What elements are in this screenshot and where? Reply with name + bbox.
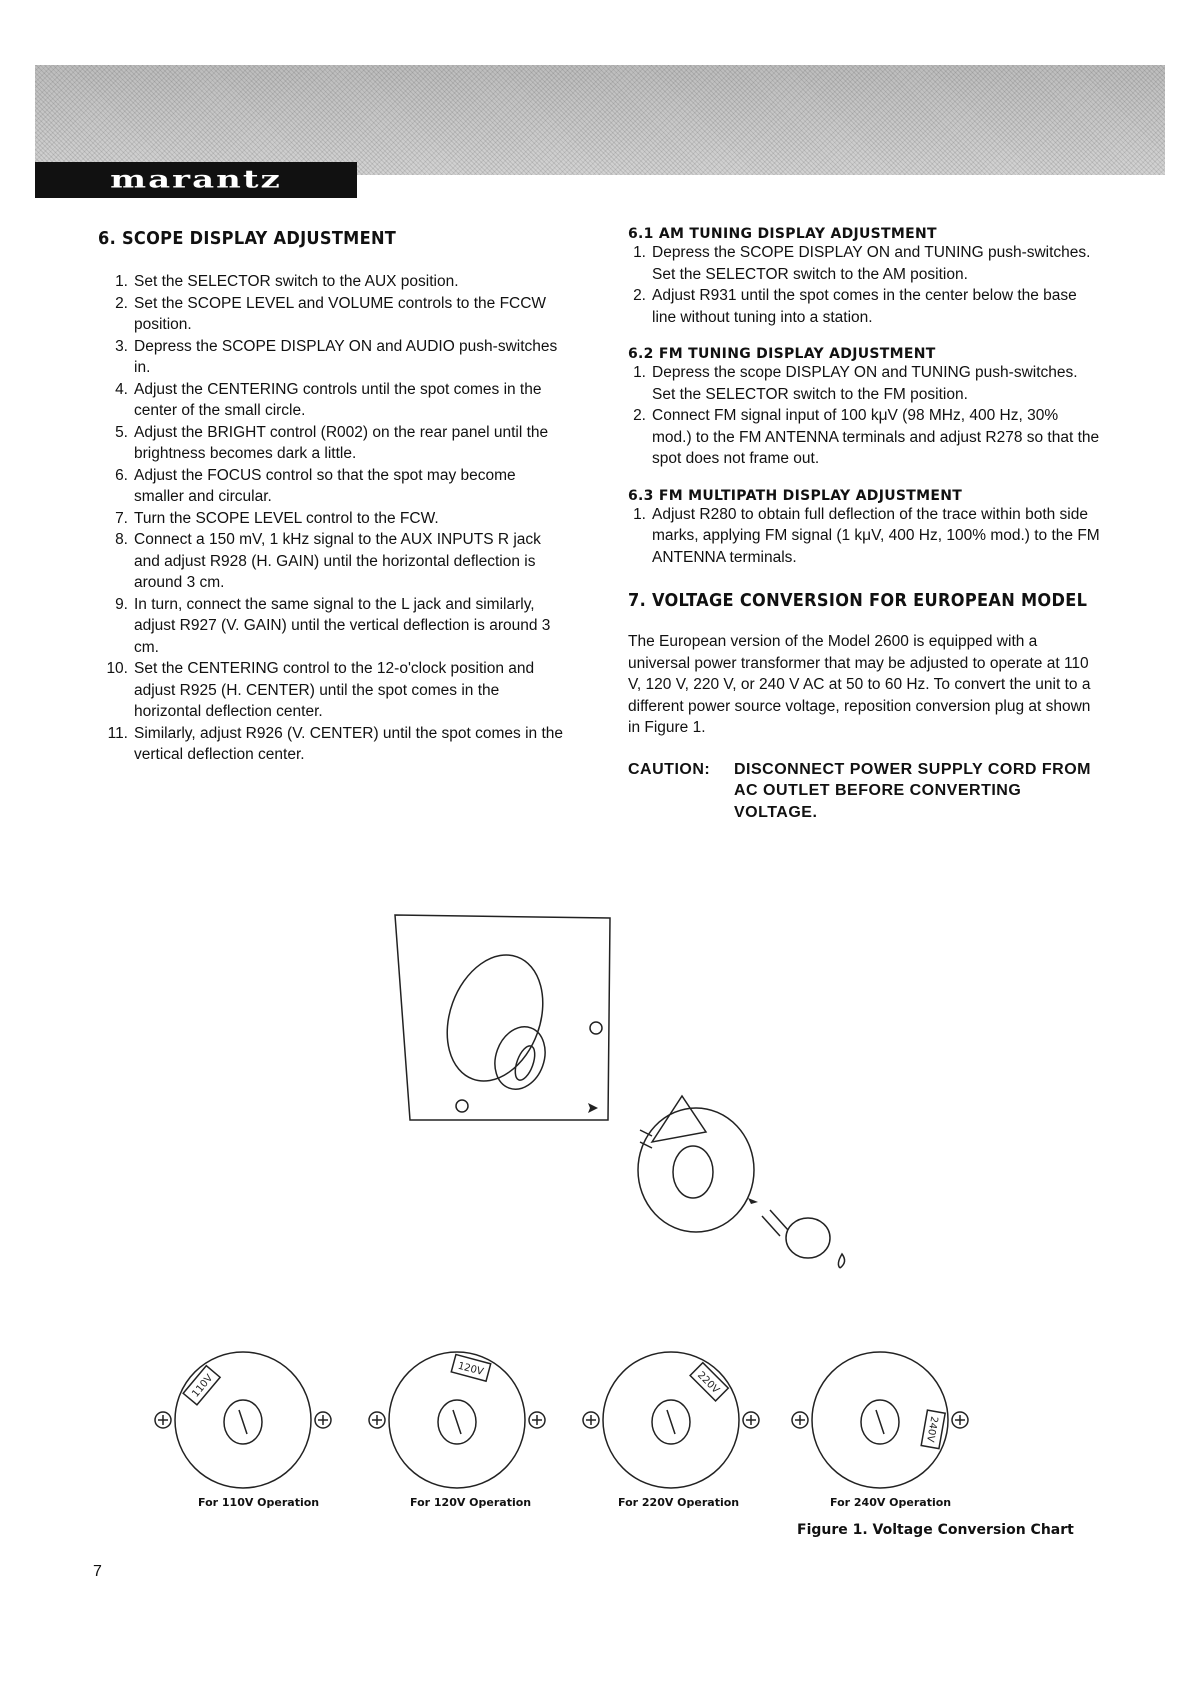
list-item-number: 2. bbox=[633, 407, 646, 424]
list-item bbox=[98, 508, 568, 530]
list-item-number: 1. bbox=[633, 244, 646, 261]
list-item-text: Set the SCOPE LEVEL and VOLUME controls to the FCCW position. bbox=[134, 294, 547, 333]
dial-voltage-mark: 110V bbox=[190, 1372, 216, 1400]
caution-text: DISCONNECT POWER SUPPLY CORD FROM AC OUTLET BEFORE CONVERTING VOLTAGE. bbox=[734, 760, 1091, 821]
list-item bbox=[98, 723, 568, 766]
list-item-text: Adjust the CENTERING controls until the spot comes in the center of the small circle. bbox=[134, 380, 542, 419]
caution-label: CAUTION: bbox=[628, 760, 711, 778]
dial-voltage-mark: 120V bbox=[456, 1360, 485, 1378]
section-6-title: 6. SCOPE DISPLAY ADJUSTMENT bbox=[98, 228, 397, 249]
list-item-number: 5. bbox=[115, 423, 128, 441]
list-item-number: 1. bbox=[633, 364, 646, 381]
section-6-3-list bbox=[628, 504, 1100, 569]
screw-icon bbox=[456, 1100, 468, 1112]
list-item-number: 11. bbox=[107, 724, 128, 742]
list-item bbox=[98, 594, 568, 659]
section-6-3-title: 6.3 FM MULTIPATH DISPLAY ADJUSTMENT bbox=[628, 487, 963, 504]
list-item bbox=[628, 362, 1100, 405]
list-item-number: 6. bbox=[115, 466, 128, 484]
list-item bbox=[98, 379, 568, 422]
list-item-number: 2. bbox=[115, 294, 128, 312]
list-item-text: Turn the SCOPE LEVEL control to the FCW. bbox=[134, 509, 439, 527]
list-item-text: Connect a 150 mV, 1 kHz signal to the AUX INPUTS R jack and adjust R928 (H. GAIN) until the horizontal deflection is around 3 cm. bbox=[134, 531, 541, 591]
list-item bbox=[98, 529, 568, 594]
voltage-dial bbox=[155, 1352, 331, 1488]
list-item-number: 4. bbox=[115, 380, 128, 398]
list-item-text: Depress the SCOPE DISPLAY ON and AUDIO push-switches in. bbox=[134, 337, 558, 376]
rear-panel-outline bbox=[395, 915, 610, 1120]
section-6-list bbox=[98, 271, 568, 766]
header-banner bbox=[35, 65, 1165, 175]
dial-voltage-mark: 240V bbox=[924, 1415, 940, 1443]
conversion-plug bbox=[638, 1108, 754, 1232]
fuse-cap bbox=[786, 1218, 830, 1258]
list-item-text: Adjust the BRIGHT control (R002) on the rear panel until the brightness becomes dark a little. bbox=[134, 423, 549, 462]
section-6-2-title: 6.2 FM TUNING DISPLAY ADJUSTMENT bbox=[628, 346, 936, 362]
left-column bbox=[98, 228, 568, 766]
list-item-number: 2. bbox=[633, 287, 646, 304]
list-item-text: Depress the SCOPE DISPLAY ON and TUNING push-switches. Set the SELECTOR switch to the AM position. bbox=[652, 244, 1091, 283]
section-6-1-title: 6.1 AM TUNING DISPLAY ADJUSTMENT bbox=[628, 226, 937, 242]
brand-logo-text: marantz bbox=[110, 166, 282, 194]
section-6-1-list bbox=[628, 242, 1100, 328]
list-item bbox=[98, 293, 568, 336]
dial-caption: For 120V Operation bbox=[410, 1496, 532, 1509]
list-item bbox=[628, 285, 1100, 328]
list-item bbox=[98, 465, 568, 508]
list-item-text: Adjust R280 to obtain full deflection of the trace within both side marks, applying FM signal (1 kμV, 400 Hz, 100% mod.) to the FM ANTENNA terminals. bbox=[652, 505, 1100, 566]
list-item-text: Set the CENTERING control to the 12-o'clock position and adjust R925 (H. CENTER) until the spot comes in the horizontal deflection center. bbox=[134, 660, 535, 720]
list-item-text: Set the SELECTOR switch to the AUX position. bbox=[134, 273, 459, 290]
figure-caption: Figure 1. Voltage Conversion Chart bbox=[797, 1522, 1074, 1538]
list-item bbox=[628, 405, 1100, 470]
dial-voltage-mark: 220V bbox=[695, 1369, 722, 1396]
right-column bbox=[628, 226, 1100, 823]
list-item-number: 8. bbox=[115, 531, 128, 548]
section-7-title: 7. VOLTAGE CONVERSION FOR EUROPEAN MODEL bbox=[628, 590, 1088, 611]
brand-logo bbox=[35, 162, 357, 198]
section-6-2-list bbox=[628, 362, 1100, 470]
conversion-plug-diagram bbox=[370, 910, 870, 1290]
dial-caption: For 110V Operation bbox=[198, 1496, 320, 1509]
dial-caption: For 220V Operation bbox=[618, 1496, 740, 1509]
list-item-number: 1. bbox=[115, 273, 128, 290]
page-number: 7 bbox=[93, 1563, 102, 1580]
voltage-dial bbox=[369, 1352, 545, 1488]
list-item bbox=[98, 422, 568, 465]
list-item-number: 3. bbox=[115, 337, 128, 355]
list-item-text: Adjust the FOCUS control so that the spot may become smaller and circular. bbox=[134, 466, 516, 505]
list-item-number: 1. bbox=[633, 505, 646, 523]
list-item bbox=[628, 242, 1100, 285]
list-item-number: 9. bbox=[115, 595, 128, 613]
voltage-dial bbox=[583, 1352, 759, 1488]
voltage-dial bbox=[792, 1352, 968, 1488]
list-item bbox=[628, 504, 1100, 569]
list-item bbox=[98, 336, 568, 379]
screw-icon bbox=[590, 1022, 602, 1034]
list-item bbox=[98, 271, 568, 293]
caution-block bbox=[628, 759, 1100, 824]
list-item-text: Depress the scope DISPLAY ON and TUNING push-switches. Set the SELECTOR switch to the FM position. bbox=[652, 364, 1078, 403]
list-item bbox=[98, 658, 568, 723]
list-item-number: 10. bbox=[106, 660, 128, 677]
list-item-text: Similarly, adjust R926 (V. CENTER) until the spot comes in the vertical deflection center. bbox=[134, 724, 564, 763]
list-item-text: In turn, connect the same signal to the L jack and similarly, adjust R927 (V. GAIN) until the vertical deflection is around 3 cm. bbox=[134, 595, 551, 656]
list-item-text: Connect FM signal input of 100 kμV (98 MHz, 400 Hz, 30% mod.) to the FM ANTENNA terminals and adjust R278 so that the spot does not frame out. bbox=[652, 407, 1100, 467]
list-item-text: Adjust R931 until the spot comes in the center below the base line without tuning into a station. bbox=[652, 287, 1077, 326]
section-7-body: The European version of the Model 2600 is equipped with a universal power transformer that may be adjusted to operate at 110 V, 120 V, 220 V, or 240 V AC at 50 to 60 Hz. To convert the unit to a different power source voltage, reposition conversion plug at shown in Figure 1. bbox=[628, 633, 1091, 736]
list-item-number: 7. bbox=[115, 509, 128, 527]
voltage-dials bbox=[150, 1345, 1050, 1545]
dial-caption: For 240V Operation bbox=[830, 1496, 952, 1509]
